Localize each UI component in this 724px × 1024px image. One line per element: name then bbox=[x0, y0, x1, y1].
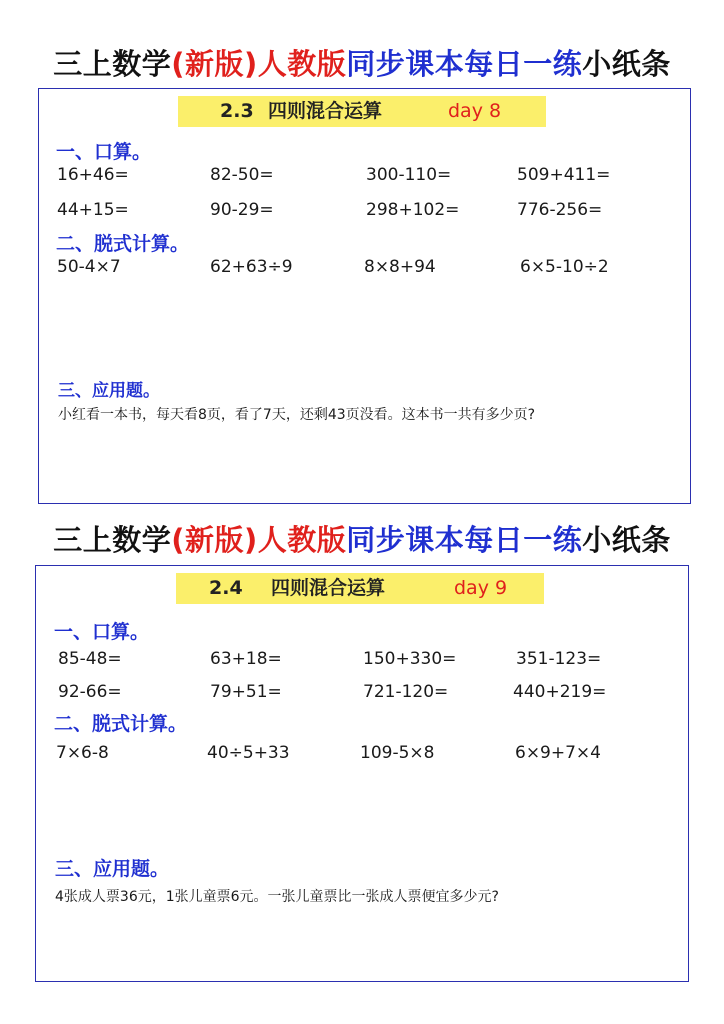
stepwise-item: 6×5-10÷2 bbox=[520, 257, 609, 277]
oral-item: 82-50= bbox=[210, 165, 274, 185]
day-label: day 8 bbox=[448, 100, 502, 122]
section-heading-oral: 一、口算。 bbox=[54, 621, 150, 643]
title-part3: 同步课本每日一练 bbox=[346, 47, 583, 81]
lesson-banner bbox=[178, 96, 546, 127]
title-part1: 三上数学 bbox=[53, 47, 172, 81]
oral-item: 298+102= bbox=[366, 200, 460, 220]
lesson-number: 2.3 bbox=[220, 100, 254, 122]
title-part4: 小纸条 bbox=[582, 523, 671, 557]
oral-item: 92-66= bbox=[58, 682, 122, 702]
section-heading-stepwise: 二、脱式计算。 bbox=[56, 233, 190, 255]
section-heading-stepwise: 二、脱式计算。 bbox=[54, 713, 188, 735]
section-heading-word-problem: 三、应用题。 bbox=[55, 858, 170, 880]
oral-item: 90-29= bbox=[210, 200, 274, 220]
stepwise-item: 50-4×7 bbox=[57, 257, 121, 277]
stepwise-item: 109-5×8 bbox=[360, 743, 435, 763]
oral-item: 79+51= bbox=[210, 682, 282, 702]
sheet-title bbox=[0, 518, 724, 559]
stepwise-item: 62+63÷9 bbox=[210, 257, 293, 277]
oral-item: 440+219= bbox=[513, 682, 607, 702]
oral-item: 351-123= bbox=[516, 649, 602, 669]
oral-item: 85-48= bbox=[58, 649, 122, 669]
stepwise-item: 6×9+7×4 bbox=[515, 743, 601, 763]
stepwise-item: 40÷5+33 bbox=[207, 743, 290, 763]
oral-item: 776-256= bbox=[517, 200, 603, 220]
oral-item: 721-120= bbox=[363, 682, 449, 702]
title-part2: (新版)人教版 bbox=[171, 523, 347, 557]
title-part1: 三上数学 bbox=[53, 523, 172, 557]
stepwise-item: 8×8+94 bbox=[364, 257, 436, 277]
day-label: day 9 bbox=[454, 577, 508, 599]
lesson-topic: 四则混合运算 bbox=[268, 100, 383, 122]
oral-item: 150+330= bbox=[363, 649, 457, 669]
title-part3: 同步课本每日一练 bbox=[346, 523, 583, 557]
sheet-title bbox=[0, 42, 724, 83]
oral-item: 509+411= bbox=[517, 165, 611, 185]
oral-item: 300-110= bbox=[366, 165, 452, 185]
lesson-banner bbox=[176, 573, 544, 604]
stepwise-item: 7×6-8 bbox=[56, 743, 109, 763]
title-part2: (新版)人教版 bbox=[171, 47, 347, 81]
word-problem-text: 4张成人票36元，1张儿童票6元。一张儿童票比一张成人票便宜多少元? bbox=[55, 889, 499, 905]
lesson-number: 2.4 bbox=[209, 577, 243, 599]
oral-item: 44+15= bbox=[57, 200, 129, 220]
oral-item: 63+18= bbox=[210, 649, 282, 669]
word-problem-text: 小红看一本书，每天看8页，看了7天，还剩43页没看。这本书一共有多少页? bbox=[58, 407, 536, 423]
title-part4: 小纸条 bbox=[582, 47, 671, 81]
lesson-topic: 四则混合运算 bbox=[271, 577, 386, 599]
section-heading-word-problem: 三、应用题。 bbox=[58, 381, 160, 401]
section-heading-oral: 一、口算。 bbox=[56, 141, 152, 163]
oral-item: 16+46= bbox=[57, 165, 129, 185]
